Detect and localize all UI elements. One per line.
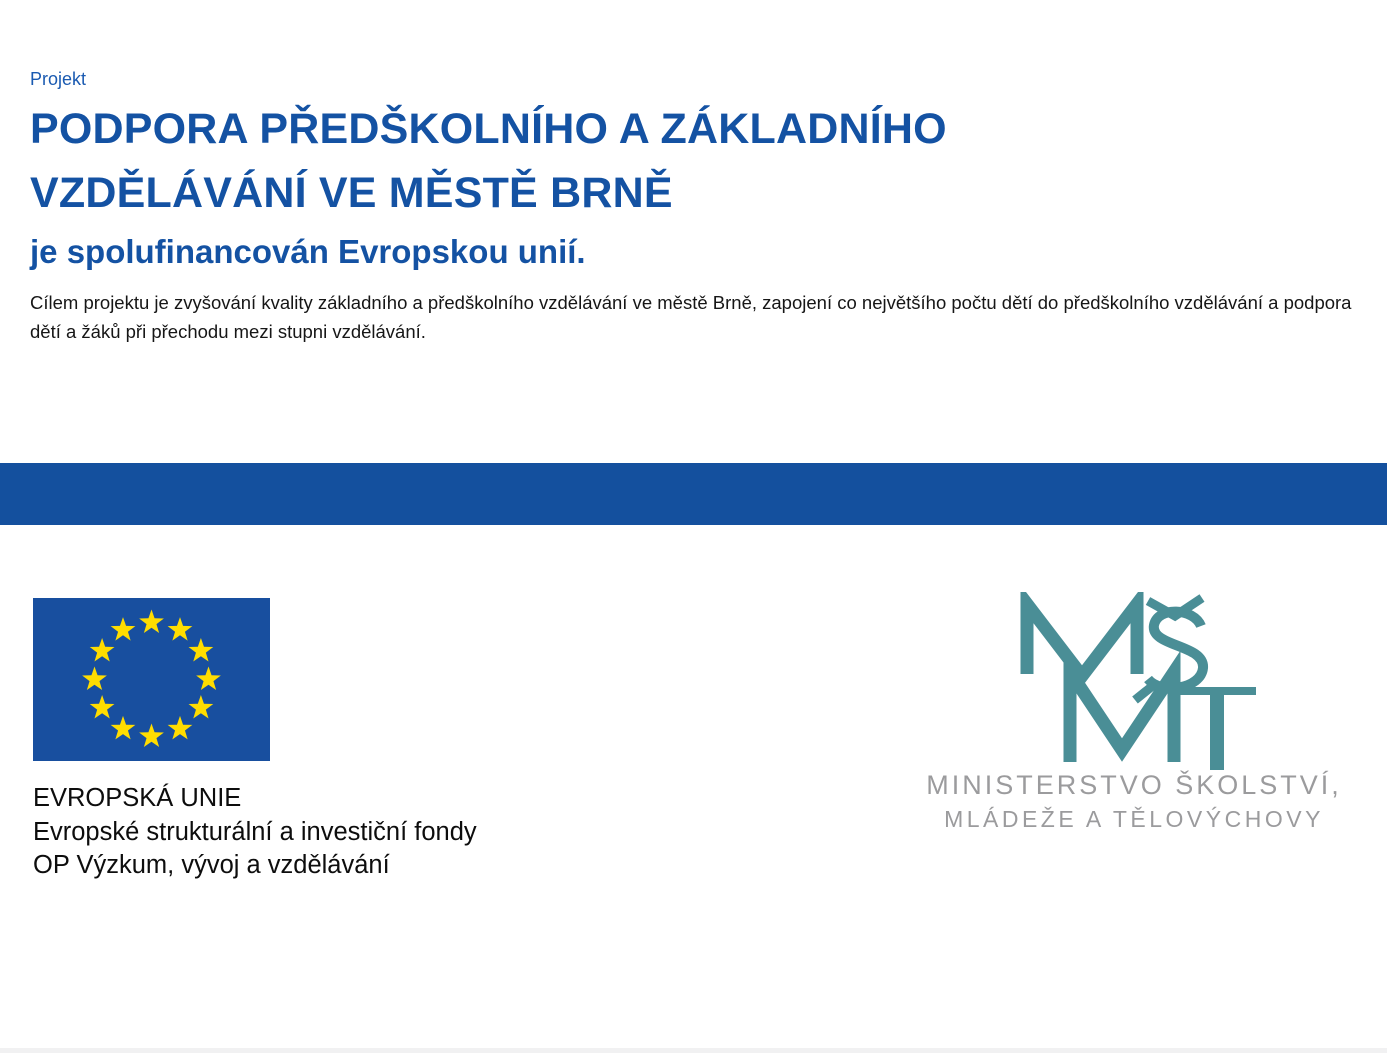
page-title-line1: PODPORA PŘEDŠKOLNÍHO A ZÁKLADNÍHO [30,105,947,153]
eu-logo-line3: OP Výzkum, vývoj a vzdělávání [33,851,390,879]
project-description: Cílem projektu je zvyšování kvality základního a předškolního vzdělávání ve městě Brně, zapojení co největšího počtu dětí do předškolního vzdělávání a podpora dětí a žáků při přechodu mezi stupni vzdělávání. [30,292,1352,342]
project-eyebrow-label: Projekt [30,69,87,89]
ministry-name [878,768,1387,836]
ministry-name-line2: MLÁDEŽE A TĚLOVÝCHOVY [944,806,1324,832]
page-title [30,97,947,225]
separator-bar [0,463,1387,525]
ministry-name-line1: MINISTERSTVO ŠKOLSTVÍ, [926,770,1342,800]
eu-flag-icon [33,598,270,761]
page-title-line2: VZDĚLÁVÁNÍ VE MĚSTĚ BRNĚ [30,169,673,217]
cofinancing-subtitle: je spolufinancován Evropskou unií. [30,233,586,270]
eu-logo-line2: Evropské strukturální a investiční fondy [33,817,477,846]
bottom-edge-strip [0,1048,1387,1053]
eu-logo-line1: EVROPSKÁ UNIE [33,784,242,812]
eu-logo-text [33,782,477,883]
msmt-monogram-icon [1018,592,1263,770]
